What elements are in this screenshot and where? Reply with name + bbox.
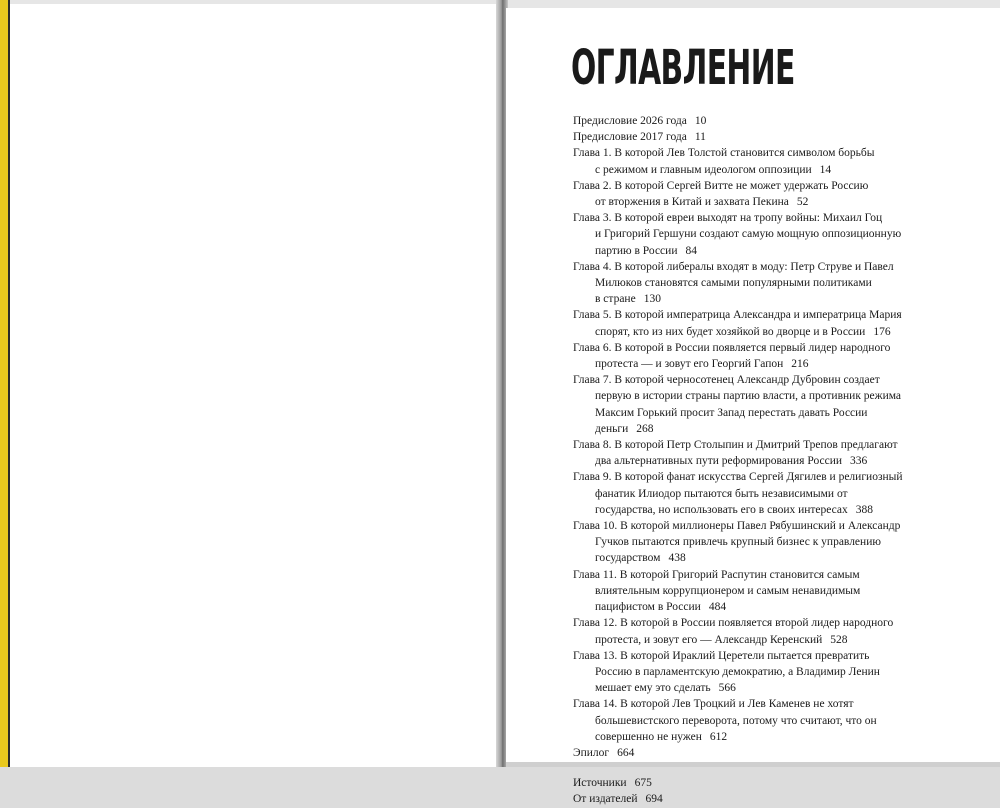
toc-entry-text: Глава 10. В которой миллионеры Павел Рябушинский и Александр [573, 520, 901, 533]
toc-entry [573, 518, 993, 567]
toc-entry-line [573, 421, 993, 437]
toc-entry-text: Глава 13. В которой Ираклий Церетели пытается превратить [573, 649, 870, 662]
toc-entry-text: деньги [595, 422, 629, 435]
toc-page-number: 438 [668, 552, 686, 565]
toc-entry-text: Эпилог [573, 746, 610, 759]
toc-page-number: 268 [636, 422, 654, 435]
toc-entry-text: государства, но использовать его в своих интересах [595, 503, 848, 516]
toc-entry-text: Россию в парламентскую демократию, а Владимир Ленин [595, 665, 880, 678]
toc-page-number: 566 [718, 682, 736, 695]
toc-entry-text: влиятельным коррупционером и самым ненавидимым [595, 584, 861, 597]
toc-entry-text: Глава 12. В которой в России появляется второй лидер народного [573, 617, 894, 630]
toc-entry-line [573, 791, 993, 807]
toc-entry-line [573, 405, 993, 421]
toc-entry-text: Глава 2. В которой Сергей Витте не может удержать Россию [573, 179, 869, 192]
toc-entry-text: Глава 11. В которой Григорий Распутин становится самым [573, 568, 860, 581]
toc-entry-line [573, 534, 993, 550]
toc-entry [573, 210, 993, 259]
toc-entry-text: первую в истории страны партию власти, а противник режима [595, 390, 902, 403]
toc-entry-text: партию в России [595, 244, 678, 257]
toc-entry-line [573, 291, 993, 307]
toc-page-number: 528 [830, 633, 848, 646]
toc-entry-line [573, 567, 993, 583]
toc-entry-text: Предисловие 2026 года [573, 115, 687, 127]
toc-page-number: 52 [796, 196, 809, 209]
toc-entry-text: Источники [573, 777, 627, 790]
toc-entry-line [573, 178, 993, 194]
toc-entry-line [573, 113, 993, 129]
toc-entry-text: Максим Горький просит Запад перестать давать России [595, 406, 868, 419]
toc-entry-line [573, 210, 993, 226]
toc-entry-text: Глава 3. В которой евреи выходят на тропу войны: Михаил Гоц [573, 212, 883, 225]
toc-entry-line [573, 259, 993, 275]
toc-entry [573, 615, 993, 647]
toc-entry-line [573, 775, 993, 791]
toc-entry-line [573, 340, 993, 356]
toc-entry-line [573, 129, 993, 145]
toc-entry [573, 340, 993, 372]
toc-entry-line [573, 502, 993, 518]
toc-entry-text: Милюков становятся самыми популярными политиками [595, 277, 872, 290]
toc-page-number: 664 [617, 746, 635, 759]
toc-entry-text: Глава 1. В которой Лев Толстой становится символом борьбы [573, 147, 875, 160]
toc-entry-text: с режимом и главным идеологом оппозиции [595, 163, 812, 176]
toc-entry-line [573, 648, 993, 664]
toc-page-number: 336 [850, 455, 868, 468]
toc-page-number: 11 [694, 131, 706, 144]
toc-entry-text: большевистского переворота, потому что считают, что он [595, 714, 877, 727]
toc-entry-text: Глава 6. В которой в России появляется первый лидер народного [573, 341, 891, 354]
toc-page-number: 694 [645, 793, 663, 806]
toc-entry-line [573, 388, 993, 404]
toc-entry [573, 648, 993, 697]
toc-entry-line [573, 518, 993, 534]
toc-entry-line [573, 583, 993, 599]
toc-entry-text: Предисловие 2017 года [573, 131, 687, 144]
toc-page-number: 10 [694, 115, 707, 127]
toc-entry-line [573, 713, 993, 729]
toc-entry-line [573, 664, 993, 680]
toc-entry-text: государством [595, 552, 661, 565]
toc-entry-line [573, 275, 993, 291]
toc-entry-text: в стране [595, 293, 636, 306]
toc-entry-text: Глава 14. В которой Лев Троцкий и Лев Каменев не хотят [573, 698, 854, 711]
toc-entry-text: протеста — и зовут его Георгий Гапон [595, 358, 784, 371]
toc-page-number: 14 [819, 163, 832, 176]
toc-entry-line [573, 226, 993, 242]
toc-page-number: 612 [709, 730, 728, 743]
toc-entry-text: пацифистом в России [595, 601, 701, 614]
toc-entry-text: спорят, кто из них будет хозяйкой во дворце и в России [595, 325, 866, 338]
toc-entry-text: два альтернативных пути реформирования России [595, 455, 842, 468]
toc-entry-text: Глава 7. В которой черносотенец Александр Дубровин создает [573, 374, 880, 387]
toc-entry-line [573, 550, 993, 566]
toc-heading: ОГЛАВЛЕНИЕ [571, 40, 795, 96]
toc-entry-line [573, 307, 993, 323]
toc-entry [573, 791, 993, 807]
toc-entry-line [573, 324, 993, 340]
toc-page-number: 484 [708, 601, 727, 614]
toc-entry-line [573, 469, 993, 485]
toc-entry-text: От издателей [573, 793, 638, 806]
toc-entry-line [573, 680, 993, 696]
toc-entry-text: совершенно не нужен [595, 730, 702, 743]
toc-entry-line [573, 162, 993, 178]
toc-entry-line [573, 437, 993, 453]
toc-entry-text: и Григорий Гершуни создают самую мощную оппозиционную [595, 228, 902, 241]
toc-page-number: 130 [643, 293, 661, 306]
toc-entry [573, 307, 993, 339]
toc-entry-text: Глава 9. В которой фанат искусства Сергей Дягилев и религиозный [573, 471, 903, 484]
toc-entry-text: Гучков пытаются привлечь крупный бизнес к управлению [595, 536, 881, 549]
toc-entry-line [573, 486, 993, 502]
toc-entry-line [573, 372, 993, 388]
toc-page-number: 84 [685, 244, 697, 257]
toc-entry-text: фанатик Илиодор пытаются быть независимыми от [595, 487, 848, 500]
toc-entry [573, 129, 993, 145]
toc-entry-line [573, 453, 993, 469]
toc-entry-line [573, 632, 993, 648]
toc-entry-text: Глава 8. В которой Петр Столыпин и Дмитрий Трепов предлагают [573, 439, 898, 452]
toc-entry [573, 259, 993, 308]
table-of-contents [573, 113, 993, 808]
toc-entry-line [573, 243, 993, 259]
toc-entry-line [573, 145, 993, 161]
toc-entry [573, 775, 993, 791]
toc-entry [573, 696, 993, 745]
toc-entry [573, 113, 993, 129]
toc-entry-line [573, 599, 993, 615]
toc-entry-text: от вторжения в Китай и захвата Пекина [595, 196, 789, 209]
toc-entry-line [573, 696, 993, 712]
toc-entry-line [573, 729, 993, 745]
toc-entry-line [573, 615, 993, 631]
toc-entry-line [573, 194, 993, 210]
toc-entry [573, 372, 993, 437]
toc-entry-line [573, 745, 993, 761]
toc-entry [573, 567, 993, 616]
toc-entry-text: мешает ему это сделать [595, 682, 711, 695]
toc-page-number: 216 [791, 358, 809, 371]
toc-entry-text: Глава 4. В которой либералы входят в моду: Петр Струве и Павел [573, 260, 894, 273]
toc-entry [573, 145, 993, 177]
toc-page-number: 388 [855, 503, 874, 516]
toc-entry [573, 745, 993, 761]
toc-page-number: 675 [634, 777, 652, 790]
toc-entry-line [573, 356, 993, 372]
book-cover-edge [0, 0, 10, 767]
toc-entry [573, 469, 993, 518]
toc-entry [573, 178, 993, 210]
toc-entry [573, 437, 993, 469]
left-page-blank [10, 4, 498, 767]
toc-page-number: 176 [873, 325, 891, 338]
toc-entry-text: Глава 5. В которой императрица Александра и императрица Мария [573, 309, 902, 322]
toc-entry-text: протеста, и зовут его — Александр Керенский [595, 633, 823, 646]
